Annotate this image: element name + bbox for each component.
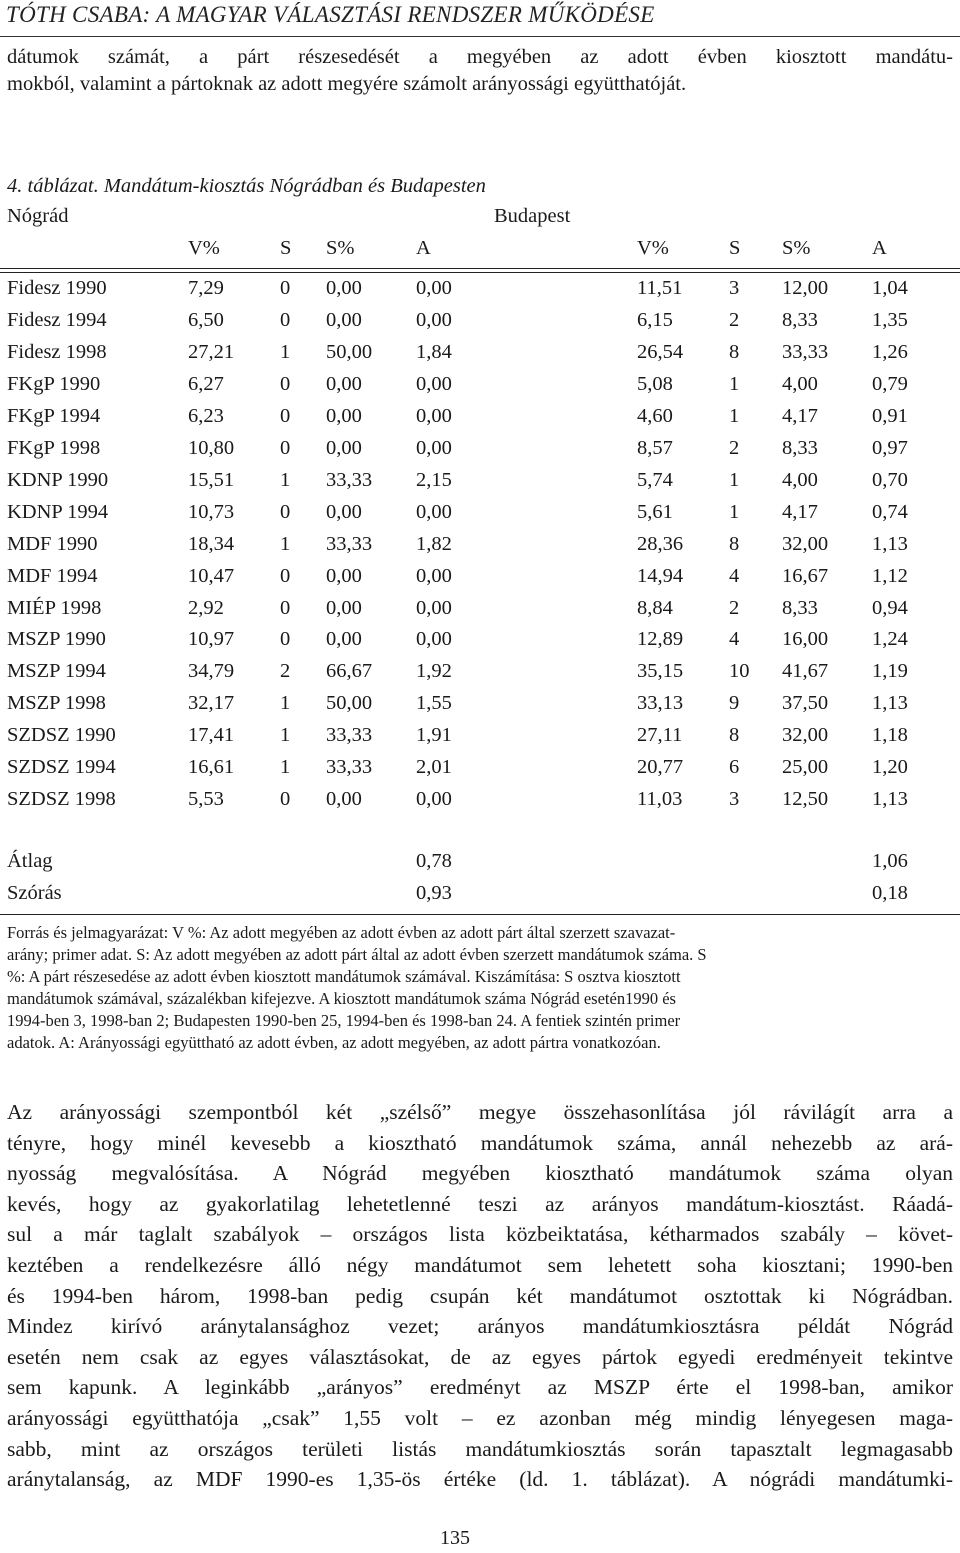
table-cell: 3	[729, 788, 740, 810]
page-number: 135	[440, 1527, 470, 1549]
table-cell: 0,00	[326, 501, 362, 523]
table-cell: 0,00	[416, 628, 452, 650]
table-cell: 0,00	[326, 309, 362, 331]
body-line: Az arányossági szempontból két „szélső” megye összehasonlítása jól rávilágít arra a	[7, 1100, 953, 1124]
body-line: sul a már taglalt szabályok – országos lista közbeiktatása, kétharmados szabály – követ-	[7, 1222, 953, 1247]
table-cell: 1	[729, 501, 740, 523]
table-cell: 34,79	[188, 660, 235, 682]
summary-label: Átlag	[7, 850, 53, 872]
table-cell: 8	[729, 724, 740, 746]
table-row-label: SZDSZ 1994	[7, 756, 116, 778]
note-line: Forrás és jelmagyarázat: V %: Az adott megyében az adott évben az adott párt által szerzett szavazat-	[7, 923, 676, 942]
column-header: S%	[326, 237, 355, 259]
table-cell: 10,47	[188, 565, 235, 587]
table-cell: 6,27	[188, 373, 224, 395]
table-cell: 6,15	[637, 309, 673, 331]
table-cell: 0,00	[416, 405, 452, 427]
table-cell: 2,01	[416, 756, 452, 778]
table-cell: 0	[280, 597, 291, 619]
table-cell: 4	[729, 565, 740, 587]
table-cell: 37,50	[782, 692, 829, 714]
table-cell: 0,00	[416, 309, 452, 331]
table-cell: 2	[729, 309, 740, 331]
table-cell: 1	[280, 533, 291, 555]
table-cell: 10,80	[188, 437, 235, 459]
table-cell: 12,50	[782, 788, 829, 810]
table-cell: 66,67	[326, 660, 373, 682]
body-line: és 1994-ben három, 1998-ban pedig csupán két mandátumot osztottak ki Nógrádban.	[7, 1283, 953, 1308]
intro-line: dátumok számát, a párt részesedését a megyében az adott évben kiosztott mandátu-	[7, 46, 953, 68]
table-cell: 14,94	[637, 565, 684, 587]
table-cell: 4	[729, 628, 740, 650]
table-cell: 4,17	[782, 501, 818, 523]
table-cell: 12,89	[637, 628, 684, 650]
table-cell: 33,33	[326, 756, 373, 778]
table-cell: 1,04	[872, 277, 908, 299]
body-line: aránytalanság, az MDF 1990-es 1,35-ös értéke (ld. 1. táblázat). A nógrádi mandátumki-	[7, 1467, 953, 1492]
table-row-label: SZDSZ 1990	[7, 724, 116, 746]
body-line: sabb, mint az országos területi listás mandátumkiosztás során tapasztalt legmagasabb	[7, 1436, 953, 1461]
region-label-nograd: Nógrád	[7, 205, 69, 227]
table-cell: 8	[729, 341, 740, 363]
table-cell: 1,35	[872, 309, 908, 331]
table-row-label: Fidesz 1990	[7, 277, 107, 299]
table-cell: 0,00	[326, 437, 362, 459]
table-cell: 33,13	[637, 692, 684, 714]
table-cell: 4,00	[782, 469, 818, 491]
table-cell: 28,36	[637, 533, 684, 555]
summary-value: 0,18	[872, 882, 908, 904]
table-cell: 0,00	[326, 565, 362, 587]
table-cell: 1,91	[416, 724, 452, 746]
note-line: arány; primer adat. S: Az adott megyében az adott párt által az adott évben szerzett mandátumok száma. S	[7, 945, 707, 964]
table-cell: 1,82	[416, 533, 452, 555]
table-cell: 0	[280, 565, 291, 587]
table-cell: 3	[729, 277, 740, 299]
table-caption: 4. táblázat. Mandátum-kiosztás Nógrádban és Budapesten	[7, 175, 486, 197]
table-cell: 11,51	[637, 277, 683, 299]
table-cell: 6	[729, 756, 740, 778]
table-cell: 0,00	[326, 788, 362, 810]
table-row-label: MSZP 1990	[7, 628, 106, 650]
table-row-label: FKgP 1994	[7, 405, 101, 427]
table-cell: 2	[280, 660, 291, 682]
table-cell: 2	[729, 437, 740, 459]
table-row-label: SZDSZ 1998	[7, 788, 116, 810]
table-cell: 0,00	[416, 501, 452, 523]
table-cell: 1	[729, 469, 740, 491]
table-cell: 1,18	[872, 724, 908, 746]
table-cell: 5,61	[637, 501, 673, 523]
table-cell: 0	[280, 788, 291, 810]
table-cell: 1,12	[872, 565, 908, 587]
table-cell: 7,29	[188, 277, 224, 299]
table-cell: 0	[280, 405, 291, 427]
table-cell: 9	[729, 692, 740, 714]
table-cell: 1	[280, 469, 291, 491]
summary-value: 0,78	[416, 850, 452, 872]
table-cell: 1,13	[872, 533, 908, 555]
table-cell: 2,92	[188, 597, 224, 619]
table-bottom-rule	[0, 914, 960, 915]
table-cell: 0,94	[872, 597, 908, 619]
table-cell: 5,74	[637, 469, 673, 491]
header-rule	[0, 268, 960, 269]
table-cell: 1,92	[416, 660, 452, 682]
table-cell: 1,13	[872, 692, 908, 714]
table-row-label: MDF 1990	[7, 533, 98, 555]
table-cell: 0,79	[872, 373, 908, 395]
table-cell: 25,00	[782, 756, 829, 778]
table-cell: 1	[280, 756, 291, 778]
body-line: tényre, hogy minél kevesebb a kiosztható mandátumok száma, annál nehezebb az ará-	[7, 1130, 953, 1155]
running-header-title: TÓTH CSABA: A MAGYAR VÁLASZTÁSI RENDSZER MŰKÖDÉSE	[6, 2, 655, 27]
header-rule	[0, 272, 960, 273]
intro-line: mokból, valamint a pártoknak az adott megyére számolt arányossági együtthatóját.	[7, 73, 687, 95]
table-cell: 16,61	[188, 756, 235, 778]
table-cell: 10,97	[188, 628, 235, 650]
table-cell: 6,23	[188, 405, 224, 427]
table-cell: 0,00	[326, 373, 362, 395]
table-cell: 1	[280, 692, 291, 714]
column-header: V%	[637, 237, 669, 259]
header-rule	[0, 36, 960, 37]
table-cell: 1	[280, 341, 291, 363]
table-cell: 8,57	[637, 437, 673, 459]
table-cell: 4,60	[637, 405, 673, 427]
table-cell: 1,20	[872, 756, 908, 778]
table-cell: 1,26	[872, 341, 908, 363]
table-cell: 18,34	[188, 533, 235, 555]
table-cell: 1	[729, 373, 740, 395]
summary-value: 1,06	[872, 850, 908, 872]
table-row-label: MIÉP 1998	[7, 597, 102, 619]
table-cell: 0,00	[416, 565, 452, 587]
table-cell: 32,00	[782, 724, 829, 746]
table-cell: 33,33	[782, 341, 829, 363]
table-cell: 17,41	[188, 724, 235, 746]
intro-paragraph	[7, 44, 953, 98]
column-header: S	[280, 237, 292, 259]
table-cell: 16,67	[782, 565, 829, 587]
body-line: keztében a rendelkezésre álló négy mandátumot sem lehetett soha kiosztani; 1990-ben	[7, 1252, 953, 1277]
table-cell: 0,00	[326, 405, 362, 427]
table-cell: 0	[280, 373, 291, 395]
summary-value: 0,93	[416, 882, 452, 904]
table-cell: 2,15	[416, 469, 452, 491]
table-cell: 0,91	[872, 405, 908, 427]
source-note	[7, 922, 953, 1054]
table-cell: 0,97	[872, 437, 908, 459]
table-row-label: MSZP 1994	[7, 660, 106, 682]
table-cell: 10	[729, 660, 750, 682]
body-line: arányossági együtthatója „csak” 1,55 volt – ez azonban még mindig lényegesen maga-	[7, 1405, 953, 1430]
table-cell: 0	[280, 309, 291, 331]
table-cell: 15,51	[188, 469, 235, 491]
table-cell: 1	[280, 724, 291, 746]
table-row-label: KDNP 1990	[7, 469, 109, 491]
table-cell: 4,00	[782, 373, 818, 395]
table-row-label: Fidesz 1998	[7, 341, 107, 363]
table-cell: 50,00	[326, 341, 373, 363]
table-cell: 1,55	[416, 692, 452, 714]
body-line: esetén nem csak az egyes választásokat, de az egyes pártok egyedi eredményeit tekintve	[7, 1344, 953, 1369]
table-cell: 27,11	[637, 724, 683, 746]
table-cell: 16,00	[782, 628, 829, 650]
column-header: A	[416, 237, 431, 259]
table-cell: 33,33	[326, 533, 373, 555]
table-row-label: MSZP 1998	[7, 692, 106, 714]
table-cell: 0,00	[416, 788, 452, 810]
table-cell: 0	[280, 501, 291, 523]
table-cell: 1,84	[416, 341, 452, 363]
region-label-budapest: Budapest	[494, 205, 571, 227]
table-cell: 0,00	[416, 373, 452, 395]
table-cell: 33,33	[326, 724, 373, 746]
table-cell: 0,74	[872, 501, 908, 523]
table-cell: 4,17	[782, 405, 818, 427]
table-cell: 12,00	[782, 277, 829, 299]
note-line: adatok. A: Arányossági együttható az adott évben, az adott megyében, az adott pártra vonatkozóan.	[7, 1033, 661, 1052]
body-line: kevés, hogy az gyakorlatilag lehetetlenné teszi az arányos mandátum-kiosztást. Ráadá-	[7, 1191, 953, 1216]
running-header	[0, 0, 960, 40]
table-row-label: KDNP 1994	[7, 501, 109, 523]
body-line: Mindez kirívó aránytalansághoz vezet; arányos mandátumkiosztásra példát Nógrád	[7, 1314, 953, 1339]
table-cell: 8,33	[782, 597, 818, 619]
table-cell: 32,00	[782, 533, 829, 555]
table-cell: 35,15	[637, 660, 684, 682]
note-line: 1994-ben 3, 1998-ban 2; Budapesten 1990-ben 25, 1994-ben és 1998-ban 24. A fentiek szintén primer	[7, 1011, 681, 1030]
table-cell: 0,00	[416, 277, 452, 299]
column-header: A	[872, 237, 887, 259]
table-cell: 2	[729, 597, 740, 619]
table-cell: 0,00	[326, 277, 362, 299]
table-cell: 8,33	[782, 437, 818, 459]
table-cell: 10,73	[188, 501, 235, 523]
table-cell: 0	[280, 277, 291, 299]
table-cell: 11,03	[637, 788, 683, 810]
table-cell: 8,84	[637, 597, 673, 619]
note-line: mandátumok számával, százalékban kifejezve. A kiosztott mandátumok száma Nógrád esetén1990 és	[7, 989, 676, 1008]
column-header: S%	[782, 237, 811, 259]
table-cell: 27,21	[188, 341, 235, 363]
table-cell: 0,00	[416, 597, 452, 619]
column-header: S	[729, 237, 741, 259]
table-row-label: FKgP 1998	[7, 437, 101, 459]
table-row-label: Fidesz 1994	[7, 309, 107, 331]
table-cell: 1	[729, 405, 740, 427]
table-cell: 41,67	[782, 660, 829, 682]
table-cell: 0,00	[326, 597, 362, 619]
table-row-label: FKgP 1990	[7, 373, 101, 395]
table-cell: 8	[729, 533, 740, 555]
summary-label: Szórás	[7, 882, 62, 904]
table-cell: 5,53	[188, 788, 224, 810]
table-cell: 0,70	[872, 469, 908, 491]
column-header: V%	[188, 237, 220, 259]
note-line: %: A párt részesedése az adott évben kiosztott mandátumok számával. Kiszámítása: S osztva kiosztott	[7, 967, 681, 986]
table-cell: 26,54	[637, 341, 684, 363]
table-cell: 1,19	[872, 660, 908, 682]
table-cell: 1,24	[872, 628, 908, 650]
table-row-label: MDF 1994	[7, 565, 98, 587]
table-cell: 1,13	[872, 788, 908, 810]
table-cell: 0,00	[326, 628, 362, 650]
table-cell: 0,00	[416, 437, 452, 459]
table-cell: 32,17	[188, 692, 235, 714]
table-cell: 0	[280, 628, 291, 650]
body-line: nyosság megvalósítása. A Nógrád megyében kiosztható mandátumok száma olyan	[7, 1161, 953, 1186]
table-cell: 33,33	[326, 469, 373, 491]
table-cell: 20,77	[637, 756, 684, 778]
table-cell: 6,50	[188, 309, 224, 331]
table-cell: 0	[280, 437, 291, 459]
body-paragraph	[7, 1097, 953, 1495]
table-cell: 50,00	[326, 692, 373, 714]
body-line: sem kapunk. A leginkább „arányos” eredményt az MSZP érte el 1998-ban, amikor	[7, 1375, 953, 1400]
table-cell: 8,33	[782, 309, 818, 331]
table-cell: 5,08	[637, 373, 673, 395]
